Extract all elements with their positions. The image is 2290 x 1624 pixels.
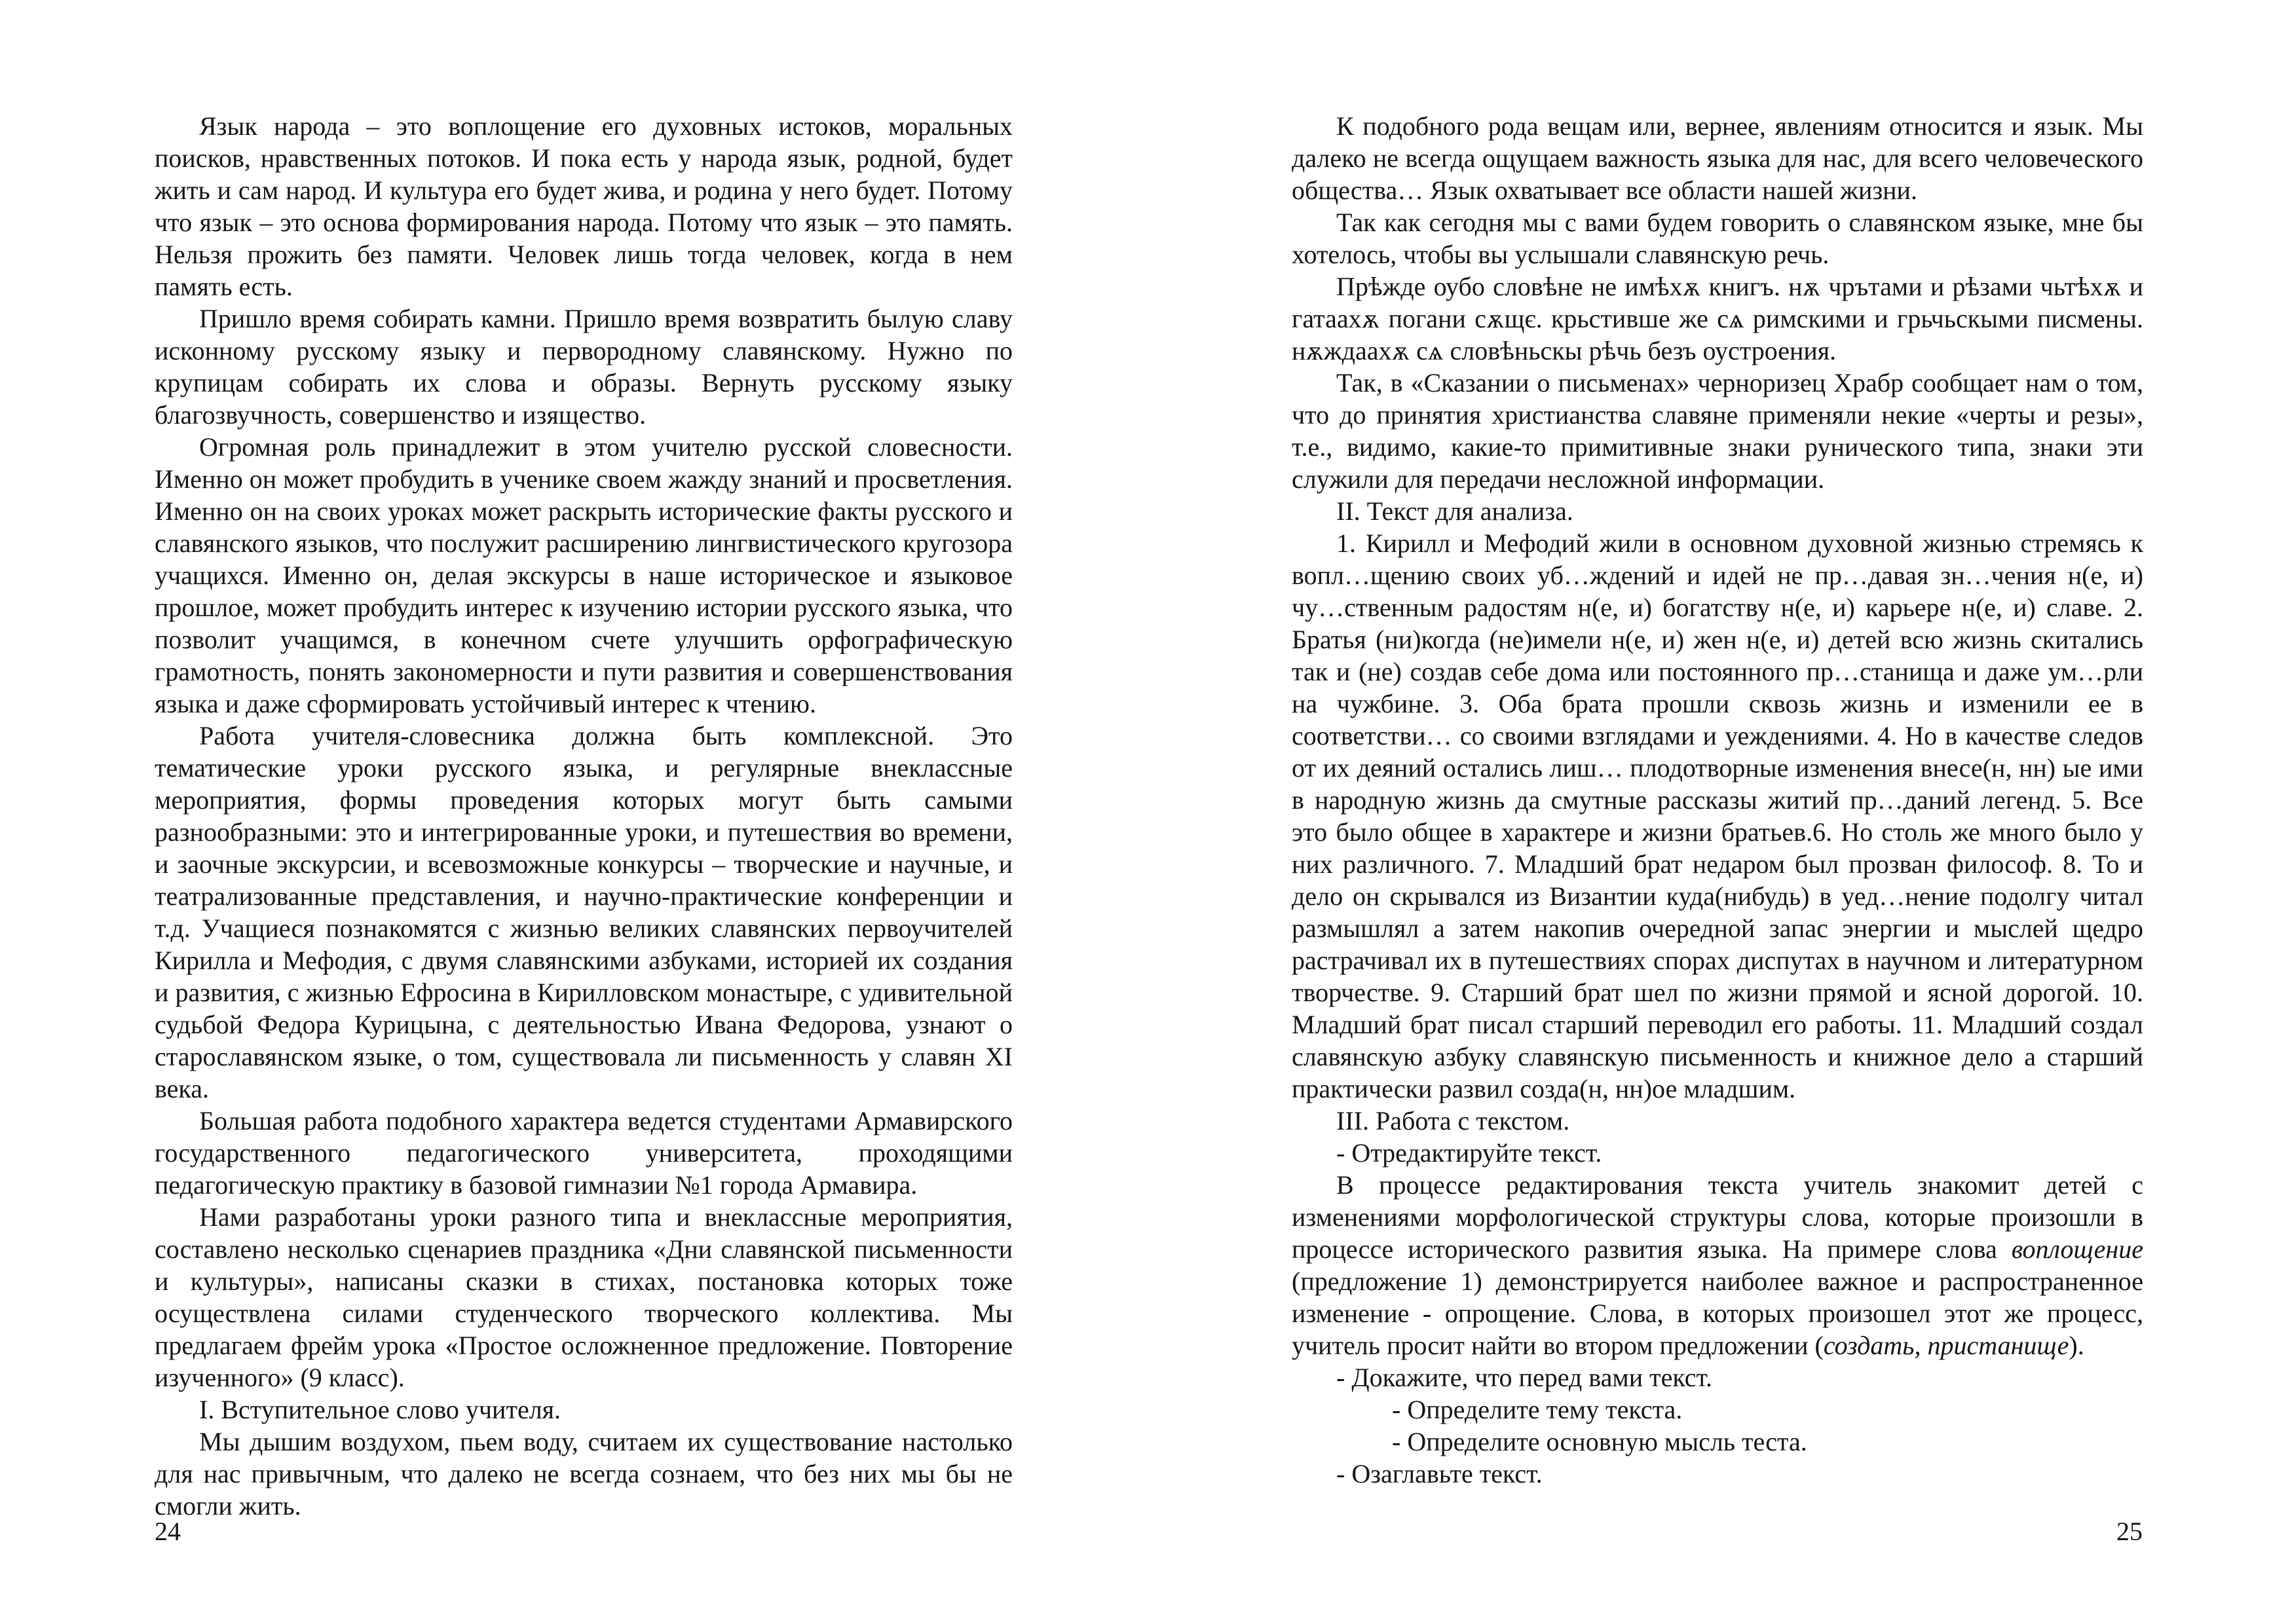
right-page	[1145, 0, 2290, 1624]
task-subitem: - Определите основную мысль теста.	[1392, 1427, 1807, 1456]
section-heading: II. Текст для анализа.	[1336, 496, 1573, 526]
paragraph-part: ).	[2069, 1331, 2084, 1360]
paragraph: Так, в «Сказании о письменах» черноризец Храбр сообщает нам о том, что до принятия христианства славяне применяли некие «черты и резы», т.е., видимо, какие-то примитивные знаки рунического типа, знаки эти служили для передачи несложной информации.	[1292, 368, 2143, 494]
paragraph: Работа учителя-словесника должна быть комплексной. Это тематические уроки русского языка, и регулярные внеклассные мероприятия, формы проведения которых могут быть самыми разнообразными: это и интегрированные уроки, и путешествия во времени, и заочные экскурсии, и всевозможные конкурсы – творческие и научные, и театрализованные представления, и научно-практические конференции и т.д. Учащиеся познакомятся с жизнью великих славянских первоучителей Кирилла и Мефодия, с двумя славянскими азбуками, историей их создания и развития, с жизнью Ефросина в Кирилловском монастыре, с удивительной судьбой Федора Курицына, с деятельностью Ивана Федорова, узнают о старославянском языке, о том, существовала ли письменность у славян XI века.	[155, 721, 1013, 1103]
task-item: - Отредактируйте текст.	[1336, 1138, 1602, 1168]
paragraph-part: (предложение 1) демонстрируется наиболее важное и распространенное изменение - опрощение. Слова, в которых произошел этот же процесс, учитель просит найти во втором предложении (	[1292, 1266, 2143, 1360]
paragraph	[1292, 1169, 2143, 1361]
paragraph: Так как сегодня мы с вами будем говорить о славянском языке, мне бы хотелось, чтобы вы услышали славянскую речь.	[1292, 208, 2143, 269]
left-page-text	[155, 110, 1013, 1522]
italic-term: воплощение	[2011, 1234, 2144, 1264]
analysis-text: 1. Кирилл и Мефодий жили в основном духовной жизнью стремясь к вопл…щению своих уб…ждений и идей не пр…давая зн…чения н(е, и) чу…ственным радостям н(е, и) богатству н(е, и) карьере н(е, и) славе. 2. Братья (ни)когда (не)имели н(е, и) жен н(е, и) детей всю жизнь скитались так и (не) создав себе дома или постоянного пр…станища и даже ум…рли на чужбине. 3. Оба брата прошли сквозь жизнь и изменили ее в соответстви… со своими взглядами и уеждениями. 4. Но в качестве следов от их деяний остались лиш… плодотворные изменения внесе(н, нн) ые ими в народную жизнь да смутные рассказы житий пр…даний легенд. 5. Все это было общее в характере и жизни братьев.6. Но столь же много было у них различного. 7. Младший брат недаром был прозван философ. 8. То и дело он скрывался из Византии куда(нибудь) в уед…нение подолгу читал размышлял а затем накопив очередной запас энергии и мыслей щедро растрачивал их в путешествиях спорах диспутах в научном и литературном творчестве. 9. Старший брат шел по жизни прямой и ясной дорогой. 10. Младший брат писал старший переводил его работы. 11. Младший создал славянскую азбуку славянскую письменность и книжное дело а старший практически развил созда(н, нн)ое младшим.	[1292, 528, 2143, 1103]
paragraph: К подобного рода вещам или, вернее, явлениям относится и язык. Мы далеко не всегда ощущаем важность языка для нас, для всего человеческого общества… Язык охватывает все области нашей жизни.	[1292, 111, 2143, 205]
paragraph: Огромная роль принадлежит в этом учителю русской словесности. Именно он может пробудить в ученике своем жажду знаний и просветления. Именно он на своих уроках может раскрыть исторические факты русского и славянского языков, что послужит расширению лингвистического кругозора учащихся. Именно он, делая экскурсы в наше историческое и языковое прошлое, может пробудить интерес к изучению истории русского языка, что позволит учащимся, в конечном счете улучшить орфографическую грамотность, понять закономерности и пути развития и совершенствования языка и даже сформировать устойчивый интерес к чтению.	[155, 432, 1013, 718]
paragraph: Большая работа подобного характера ведется студентами Армавирского государственного педагогического университета, проходящими педагогическую практику в базовой гимназии №1 города Армавира.	[155, 1106, 1013, 1200]
paragraph: Нами разработаны уроки разного типа и внеклассные мероприятия, составлено несколько сценариев праздника «Дни славянской письменности и культуры», написаны сказки в стихах, постановка которых тоже осуществлена силами студенческого творческого коллектива. Мы предлагаем фрейм урока «Простое осложненное предложение. Повторение изученного» (9 класс).	[155, 1202, 1013, 1392]
page-number-right: 25	[2116, 1517, 2143, 1546]
section-heading: III. Работа с текстом.	[1336, 1106, 1570, 1135]
task-item: - Озаглавьте текст.	[1336, 1459, 1543, 1488]
paragraph: Язык народа – это воплощение его духовных истоков, моральных поисков, нравственных потоков. И пока есть у народа язык, родной, будет жить и сам народ. И культура его будет жива, и родина у него будет. Потому что язык – это основа формирования народа. Потому что язык – это память. Нельзя прожить без памяти. Человек лишь тогда человек, когда в нем память есть.	[155, 111, 1013, 301]
italic-term: создать, пристанище	[1823, 1331, 2069, 1360]
task-subitem: - Определите тему текста.	[1392, 1395, 1683, 1424]
paragraph: Пришло время собирать камни. Пришло время возвратить былую славу исконному русскому языку и первородному славянскому. Нужно по крупицам собирать их слова и образы. Вернуть русскому языку благозвучность, совершенство и изящество.	[155, 304, 1013, 430]
old-slavonic-quote: Прѣжде оубо словѣне не имѣхѫ книгъ. нѫ чрътами и рѣзами чьтѣхѫ и гатаахѫ погани сѫщє. крьстивше же сѧ римскими и грьчьскыми писмены. нѫждаахѫ сѧ словѣньскы рѣчь безъ оустроения.	[1292, 272, 2143, 365]
section-heading: I. Вступительное слово учителя.	[199, 1395, 561, 1424]
right-page-text	[1292, 110, 2143, 1490]
page-number-left: 24	[155, 1517, 181, 1546]
paragraph: Мы дышим воздухом, пьем воду, считаем их существование настолько для нас привычным, что далеко не всегда сознаем, что без них мы бы не смогли жить.	[155, 1427, 1013, 1521]
paragraph-part: В процессе редактирования текста учитель знакомит детей с изменениями морфологической структуры слова, которые произошли в процессе исторического развития языка. На примере слова	[1292, 1170, 2143, 1264]
task-item: - Докажите, что перед вами текст.	[1336, 1363, 1713, 1392]
